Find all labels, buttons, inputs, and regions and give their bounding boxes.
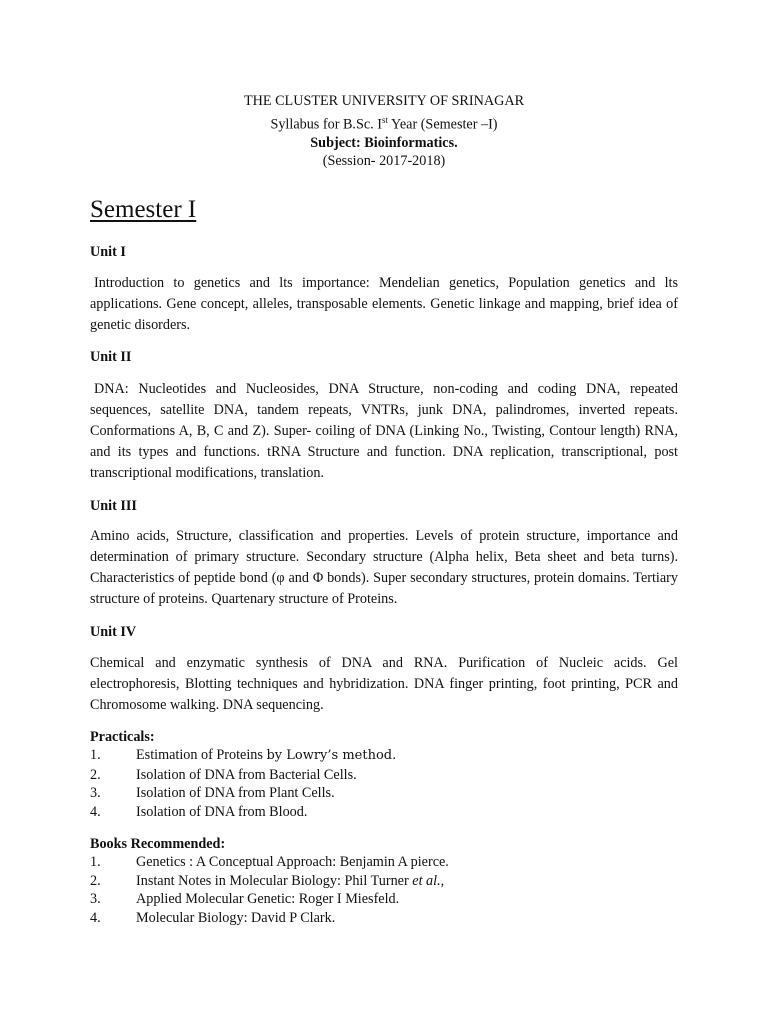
unit-heading: Unit I <box>90 244 126 260</box>
list-item: 4. Molecular Biology: David P Clark. <box>90 909 336 926</box>
books-list <box>90 853 449 927</box>
list-item: 3. Isolation of DNA from Plant Cells. <box>90 785 335 801</box>
list-item: 1. Genetics : A Conceptual Approach: Benjamin A pierce. <box>90 854 449 870</box>
unit-description: Introduction to genetics and lts importance: Mendelian genetics, Population genetics and lts applications. Gene concept, alleles, transposable elements. Genetic linkage and mapping, brief idea of genetic disorders. <box>90 275 678 333</box>
unit-description: Amino acids, Structure, classification and properties. Levels of protein structure, importance and determination of primary structure. Secondary structure (Alpha helix, Beta sheet and beta turns). Characteristics of peptide bond (φ and Φ bonds). Super secondary structures, protein domains. Tertiary structure of proteins. Quartenary structure of Proteins. <box>90 528 678 607</box>
list-item: 1. Estimation of Proteins by Lowry’s method. <box>90 747 397 763</box>
books-heading: Books Recommended: <box>90 836 226 852</box>
semester-title: Semester I <box>90 196 197 223</box>
list-item: 3. Applied Molecular Genetic: Roger I Miesfeld. <box>90 891 400 907</box>
practicals-heading: Practicals: <box>90 729 155 745</box>
list-item: 2. Isolation of DNA from Bacterial Cells. <box>90 766 357 783</box>
unit-heading: Unit IV <box>90 624 137 640</box>
list-item: 2. Instant Notes in Molecular Biology: Phil Turner et al., <box>90 872 445 889</box>
document-header <box>90 92 678 171</box>
practicals-list <box>90 746 396 821</box>
unit-description: Chemical and enzymatic synthesis of DNA and RNA. Purification of Nucleic acids. Gel electrophoresis, Blotting techniques and hybridization. DNA finger printing, foot printing, PCR and Chromosome walking. DNA sequencing. <box>90 655 678 713</box>
university-name: THE CLUSTER UNIVERSITY OF SRINAGAR <box>243 93 525 109</box>
ordinal-suffix: st <box>381 114 388 125</box>
unit-heading: Unit III <box>90 498 137 514</box>
subject-line: Subject: Bioinformatics. <box>310 134 458 151</box>
unit-description: DNA: Nucleotides and Nucleosides, DNA Structure, non-coding and coding DNA, repeated sequences, satellite DNA, tandem repeats, VNTRs, junk DNA, palindromes, inverted repeats. Conformations A, B, C and Z). Super- coiling of DNA (Linking No., Twisting, Contour length) RNA, and its types and functions. tRNA Structure and function. DNA replication, transcriptional, post transcriptional modifications, translation. <box>90 381 678 481</box>
unit-heading: Unit II <box>90 349 132 365</box>
list-item: 4. Isolation of DNA from Blood. <box>90 803 308 820</box>
syllabus-line: Syllabus for B.Sc. Ist Year (Semester –I) <box>270 114 498 133</box>
session-line: (Session- 2017-2018) <box>322 153 446 170</box>
